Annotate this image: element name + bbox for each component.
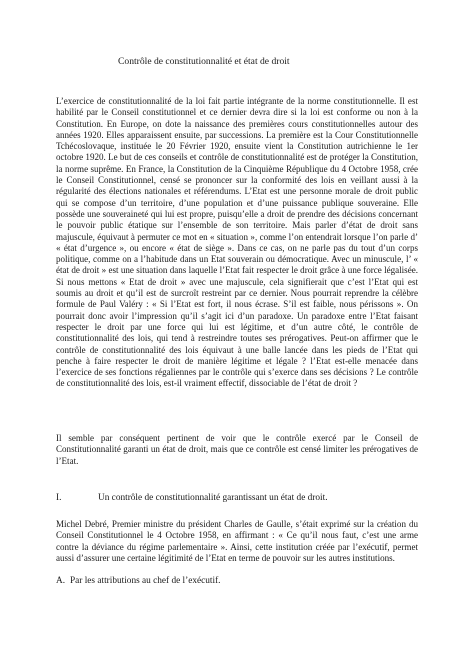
- introduction-paragraph: L’exercice de constitutionnalité de la loi fait partie intégrante de la norme constitutionnelle. Il est habilité par le Conseil constitutionnel et ce dernier devra dire si la loi est conforme ou non à la Constitution. En Europe, on dote la naissance des premières cours constitutionnelles autour des années 1920. Elles apparaissent ensuite, par successions. La première est la Cour Constitutionnelle Tchécoslovaque, instituée le 20 Février 1920, ensuite vient la Constitution autrichienne le 1er octobre 1920. Le but de ces conseils et contrôle de constitutionnalité est de protéger la Constitution, la norme suprême. En France, la Constitution de la Cinquième République du 4 Octobre 1958, crée le Conseil Constitutionnel, censé se prononcer sur la conformité des lois en veillant aussi à la régularité des élections nationales et référendums. L’Etat est une personne morale de droit public qui se compose d’un territoire, d’une population et d’une puissance publique souveraine. Elle possède une souveraineté qui lui est propre, puisqu’elle a droit de prendre des décisions concernant le pouvoir public étatique sur l’ensemble de son territoire. Mais parler d’état de droit sans majuscule, équivaut à permuter ce mot en « situation », comme l’on entendrait lorsque l’on parle d’ « état d’urgence », ou encore « état de siège ». Dans ce cas, on ne parle pas du tout d’un corps politique, comme on a l’habitude dans un Etat souverain ou démocratique. Avec un minuscule, l’ « état de droit » est une situation dans laquelle l’Etat fait respecter le droit grâce à une force légalisée. Si nous mettons « Etat de droit » avec une majuscule, cela signifierait que c’est l’Etat qui est soumis au droit et qu’il est de surcroît restreint par ce dernier. Nous pourrait reprendre la célèbre formule de Paul Valéry : « Si l’Etat est fort, il nous écrase. S’il est faible, nous périssons ». On pourrait donc avoir l’impression qu’il s’agit ici d’un paradoxe. Un paradoxe entre l’Etat faisant respecter le droit par une force qui lui est légitime, et d’un autre côté, le contrôle de constitutionnalité des lois, qui tend à restreindre toutes ses prérogatives. Peut-on affirmer que le contrôle de constitutionnalité des lois équivaut à une balle lancée dans les pieds de l’Etat qui penche à faire respecter le droit de manière légitime et légale ? l’Etat est-elle menacée dans l’exercice de ses fonctions régaliennes par le contrôle qui s’exerce dans ses décisions ? Le contrôle de constitutionnalité des lois, est-il vraiment effectif, dissociable de l’état de droit ?: [56, 96, 418, 389]
- problematic-paragraph: Il semble par conséquent pertinent de voir que le contrôle exercé par le Conseil de Constitutionnalité garanti un état de droit, mais que ce contrôle est censé limiter les prérogatives de l’Etat.: [56, 433, 418, 466]
- subsection-heading-a: [56, 575, 221, 587]
- section-one-paragraph: Michel Debré, Premier ministre du président Charles de Gaulle, s’était exprimé sur la création du Conseil Constitutionnel le 4 Octobre 1958, en affirmant : « Ce qu’il nous faut, c’est une arme contre la déviance du régime parlementaire ». Ainsi, cette institution créée par l’exécutif, permet aussi d’assurer une certaine légitimité de l’Etat en terme de pouvoir sur les autres institutions.: [56, 519, 418, 563]
- section-number: I.: [56, 493, 62, 503]
- subsection-title: Par les attributions au chef de l’exécutif.: [70, 576, 221, 586]
- subsection-number: A.: [56, 576, 66, 586]
- section-heading-one: [56, 492, 328, 504]
- section-title: Un contrôle de constitutionnalité garantissant un état de droit.: [98, 493, 328, 503]
- document-title: Contrôle de constitutionnalité et état de droit: [118, 56, 290, 67]
